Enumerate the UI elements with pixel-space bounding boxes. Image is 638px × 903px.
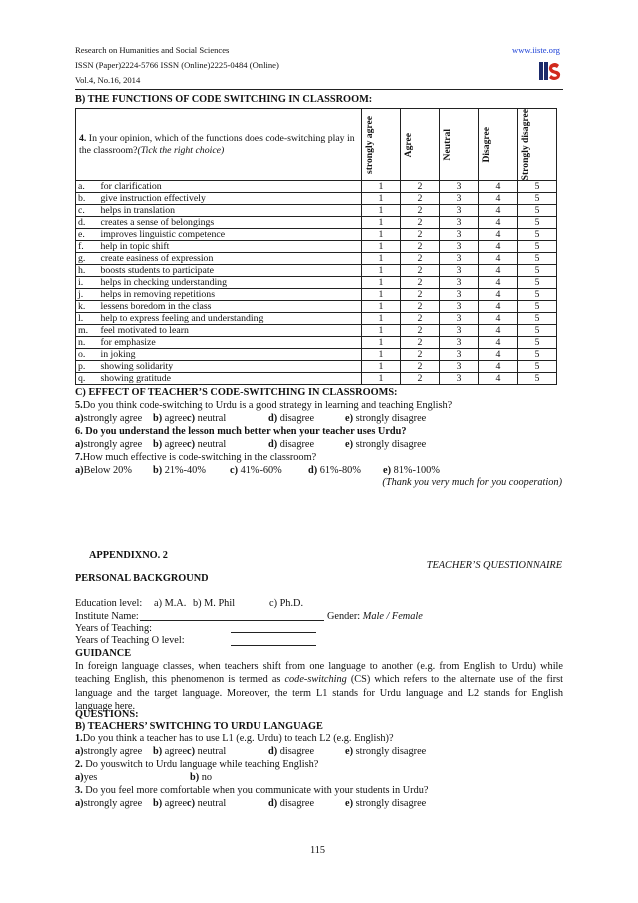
row-function-label: help to express feeling and understanding — [98, 313, 361, 325]
tq1-option-a[interactable]: a)strongly agree — [75, 746, 143, 757]
volume-line: Vol.4, No.16, 2014 — [75, 75, 141, 85]
questions-heading: QUESTIONS: — [75, 709, 139, 720]
section-b-title: B) THE FUNCTIONS OF CODE SWITCHING IN CLASSROOM: — [75, 94, 373, 105]
rating-option-cell[interactable]: 5 — [518, 289, 557, 301]
q7-option-c[interactable]: c) 41%-60% — [230, 465, 282, 476]
rating-option-cell[interactable]: 4 — [479, 301, 518, 313]
tq1-option-d[interactable]: d) disagree — [268, 746, 315, 757]
years-teaching-field[interactable] — [231, 623, 316, 633]
iiste-logo — [537, 59, 563, 88]
row-function-label: creates a sense of belongings — [98, 217, 361, 229]
rating-option-cell[interactable]: 5 — [518, 325, 557, 337]
rating-option-cell[interactable]: 2 — [401, 193, 440, 205]
gender-field: Gender: Male / Female — [327, 611, 423, 622]
rating-option-cell[interactable]: 4 — [479, 373, 518, 385]
table-row — [76, 229, 557, 241]
rating-option-cell[interactable]: 4 — [479, 325, 518, 337]
rating-option-cell[interactable]: 2 — [401, 349, 440, 361]
rating-option-cell[interactable]: 1 — [362, 349, 401, 361]
row-index: b. — [76, 193, 99, 205]
years-teaching-o-level-field[interactable] — [231, 636, 316, 646]
rating-option-cell[interactable]: 2 — [401, 289, 440, 301]
table-row — [76, 205, 557, 217]
table-row — [76, 373, 557, 385]
rating-option-cell[interactable]: 2 — [401, 181, 440, 193]
rating-option-cell[interactable]: 1 — [362, 181, 401, 193]
rating-option-cell[interactable]: 4 — [479, 349, 518, 361]
row-index: q. — [76, 373, 99, 385]
row-function-label: showing solidarity — [98, 361, 361, 373]
row-index: o. — [76, 349, 99, 361]
table-row — [76, 193, 557, 205]
teacher-question-2: 2. Do youswitch to Urdu language while teaching English? — [75, 759, 319, 770]
institute-name-label: Institute Name: — [75, 611, 139, 622]
rating-option-cell[interactable]: 3 — [440, 217, 479, 229]
rating-option-cell[interactable]: 3 — [440, 181, 479, 193]
row-function-label: create easiness of expression — [98, 253, 361, 265]
row-index: p. — [76, 361, 99, 373]
rating-option-cell[interactable]: 2 — [401, 205, 440, 217]
row-index: c. — [76, 205, 99, 217]
section-b2-title: B) TEACHERS’ SWITCHING TO URDU LANGUAGE — [75, 721, 323, 732]
table-row — [76, 253, 557, 265]
tq3-option-e[interactable]: e) strongly disagree — [345, 798, 427, 809]
row-function-label: boosts students to participate — [98, 265, 361, 277]
rating-option-cell[interactable]: 3 — [440, 313, 479, 325]
header-rule — [75, 89, 563, 90]
rating-option-cell[interactable]: 2 — [401, 277, 440, 289]
rating-option-cell[interactable]: 2 — [401, 373, 440, 385]
tq3-option-d[interactable]: d) disagree — [268, 798, 315, 809]
tq3-option-b[interactable]: b) agreec) neutral — [153, 798, 227, 809]
q5-option-a[interactable]: a)strongly agree — [75, 413, 143, 424]
row-index: m. — [76, 325, 99, 337]
table-row — [76, 217, 557, 229]
institute-name-field[interactable] — [140, 611, 324, 621]
row-index: e. — [76, 229, 99, 241]
rating-option-cell[interactable]: 5 — [518, 313, 557, 325]
rating-option-cell[interactable]: 4 — [479, 229, 518, 241]
table-row — [76, 289, 557, 301]
guidance-paragraph: In foreign language classes, when teachers shift from one language to another (e.g. from English to Urdu) while teaching English, this phenomenon is termed as code-switching (CS) which refers to the alternate use of the first language and the target language. Moreover, the term L1 stands for Urdu language and L2 stands for English language here. — [75, 661, 563, 713]
rating-option-cell[interactable]: 1 — [362, 313, 401, 325]
row-function-label: helps in removing repetitions — [98, 289, 361, 301]
rating-option-cell[interactable]: 4 — [479, 313, 518, 325]
rating-option-cell[interactable]: 3 — [440, 325, 479, 337]
tq3-option-a[interactable]: a)strongly agree — [75, 798, 143, 809]
row-index: k. — [76, 301, 99, 313]
rating-option-cell[interactable]: 4 — [479, 181, 518, 193]
q6-option-b[interactable]: b) agreec) neutral — [153, 439, 227, 450]
row-function-label: for emphasize — [98, 337, 361, 349]
rating-option-cell[interactable]: 4 — [479, 337, 518, 349]
row-index: d. — [76, 217, 99, 229]
row-function-label: improves linguistic competence — [98, 229, 361, 241]
tq2-option-yes[interactable]: a)yes — [75, 772, 98, 783]
rating-option-cell[interactable]: 5 — [518, 337, 557, 349]
rating-option-cell[interactable]: 4 — [479, 217, 518, 229]
rating-option-cell[interactable]: 5 — [518, 277, 557, 289]
question-4-cell — [76, 109, 362, 181]
row-index: f. — [76, 241, 99, 253]
rating-option-cell[interactable]: 5 — [518, 301, 557, 313]
rating-option-cell[interactable]: 5 — [518, 373, 557, 385]
education-level-label: Education level: — [75, 598, 143, 609]
question-4-number: 4. — [79, 132, 87, 144]
rating-option-cell[interactable]: 2 — [401, 361, 440, 373]
rating-option-cell[interactable]: 1 — [362, 253, 401, 265]
rating-option-cell[interactable]: 2 — [401, 301, 440, 313]
rating-option-cell[interactable]: 3 — [440, 193, 479, 205]
rating-option-cell[interactable]: 3 — [440, 289, 479, 301]
tq2-option-no[interactable]: b) no — [190, 772, 213, 783]
q7-option-b[interactable]: b) 21%-40% — [153, 465, 206, 476]
row-index: l. — [76, 313, 99, 325]
teacher-q2-options — [75, 772, 563, 784]
education-option-ma[interactable]: a) M.A. — [154, 598, 187, 609]
table-row — [76, 277, 557, 289]
rating-option-cell[interactable]: 3 — [440, 277, 479, 289]
rating-option-cell[interactable]: 1 — [362, 265, 401, 277]
table-row — [76, 349, 557, 361]
row-function-label: showing gratitude — [98, 373, 361, 385]
rating-option-cell[interactable]: 1 — [362, 337, 401, 349]
question-4-text: In your opinion, which of the functions does code-switching play in the classroom? — [79, 132, 355, 156]
row-index: h. — [76, 265, 99, 277]
rating-option-cell[interactable]: 3 — [440, 337, 479, 349]
rating-option-cell[interactable]: 5 — [518, 181, 557, 193]
appendix-title: APPENDIXNO. 2 — [89, 550, 168, 561]
col-header-strongly-disagree: Strongly disagree — [518, 109, 557, 181]
education-option-phd[interactable]: c) Ph.D. — [269, 598, 304, 609]
col-header-strongly-agree: strongly agree — [362, 109, 401, 181]
section-c-title: C) EFFECT OF TEACHER’S CODE-SWITCHING IN CLASSROOMS: — [75, 387, 398, 398]
row-function-label: helps in translation — [98, 205, 361, 217]
row-index: g. — [76, 253, 99, 265]
rating-option-cell[interactable]: 5 — [518, 265, 557, 277]
appendix-subtitle: TEACHER’S QUESTIONNAIRE — [426, 560, 562, 571]
rating-option-cell[interactable]: 1 — [362, 205, 401, 217]
gender-options[interactable]: Male / Female — [362, 611, 423, 622]
journal-name: Research on Humanities and Social Sciences — [75, 45, 230, 55]
q7-option-d[interactable]: d) 61%-80% — [308, 465, 361, 476]
question-5: 5.Do you think code-switching to Urdu is a good strategy in learning and teaching English? — [75, 400, 453, 411]
rating-option-cell[interactable]: 4 — [479, 253, 518, 265]
q5-option-b[interactable]: b) agreec) neutral — [153, 413, 227, 424]
rating-option-cell[interactable]: 4 — [479, 193, 518, 205]
row-function-label: in joking — [98, 349, 361, 361]
page-number: 115 — [310, 845, 326, 856]
rating-option-cell[interactable]: 1 — [362, 217, 401, 229]
thanks-note: (Thank you very much for you cooperation) — [382, 477, 562, 488]
table-row — [76, 181, 557, 193]
col-header-disagree: Disagree — [479, 109, 518, 181]
rating-option-cell[interactable]: 2 — [401, 313, 440, 325]
rating-option-cell[interactable]: 3 — [440, 229, 479, 241]
journal-url-link[interactable]: www.iiste.org — [512, 45, 560, 55]
rating-option-cell[interactable]: 4 — [479, 289, 518, 301]
rating-option-cell[interactable]: 1 — [362, 277, 401, 289]
teacher-q3-options — [75, 798, 563, 810]
rating-option-cell[interactable]: 2 — [401, 241, 440, 253]
q7-option-a[interactable]: a)Below 20% — [75, 465, 132, 476]
question-7: 7.How much effective is code-switching in the classroom? — [75, 452, 317, 463]
years-teaching-label: Years of Teaching: — [75, 623, 152, 634]
table-row — [76, 325, 557, 337]
rating-option-cell[interactable]: 3 — [440, 361, 479, 373]
question-4-hint: (Tick the right choice) — [137, 144, 225, 156]
rating-option-cell[interactable]: 2 — [401, 325, 440, 337]
rating-option-cell[interactable]: 1 — [362, 289, 401, 301]
q6-option-d[interactable]: d) disagree — [268, 439, 315, 450]
personal-background-heading: PERSONAL BACKGROUND — [75, 573, 209, 584]
q7-option-e[interactable]: e) 81%-100% — [383, 465, 440, 476]
rating-option-cell[interactable]: 5 — [518, 349, 557, 361]
question-7-options — [75, 465, 563, 477]
table-header-row — [76, 109, 557, 181]
rating-option-cell[interactable]: 5 — [518, 361, 557, 373]
rating-option-cell[interactable]: 1 — [362, 229, 401, 241]
table-row — [76, 241, 557, 253]
rating-option-cell[interactable]: 2 — [401, 337, 440, 349]
rating-option-cell[interactable]: 3 — [440, 349, 479, 361]
teacher-question-1: 1.Do you think a teacher has to use L1 (e.g. Urdu) to teach L2 (e.g. English)? — [75, 733, 394, 744]
rating-option-cell[interactable]: 4 — [479, 277, 518, 289]
rating-option-cell[interactable]: 3 — [440, 373, 479, 385]
rating-option-cell[interactable]: 2 — [401, 217, 440, 229]
row-function-label: help in topic shift — [98, 241, 361, 253]
rating-option-cell[interactable]: 2 — [401, 253, 440, 265]
rating-option-cell[interactable]: 1 — [362, 301, 401, 313]
table-row — [76, 337, 557, 349]
rating-option-cell[interactable]: 3 — [440, 205, 479, 217]
row-index: n. — [76, 337, 99, 349]
rating-option-cell[interactable]: 5 — [518, 217, 557, 229]
rating-option-cell[interactable]: 3 — [440, 253, 479, 265]
rating-option-cell[interactable]: 1 — [362, 361, 401, 373]
row-function-label: for clarification — [98, 181, 361, 193]
table-row — [76, 313, 557, 325]
rating-option-cell[interactable]: 4 — [479, 205, 518, 217]
rating-option-cell[interactable]: 5 — [518, 229, 557, 241]
col-header-agree: Agree — [401, 109, 440, 181]
q5-option-d[interactable]: d) disagree — [268, 413, 315, 424]
row-index: i. — [76, 277, 99, 289]
teacher-question-3: 3. Do you feel more comfortable when you communicate with your students in Urdu? — [75, 785, 429, 796]
rating-option-cell[interactable]: 1 — [362, 241, 401, 253]
row-function-label: helps in checking understanding — [98, 277, 361, 289]
row-function-label: lessens boredom in the class — [98, 301, 361, 313]
question-5-options — [75, 413, 563, 425]
teacher-q1-options — [75, 746, 563, 758]
rating-option-cell[interactable]: 1 — [362, 373, 401, 385]
col-header-neutral: Neutral — [440, 109, 479, 181]
question-6-options — [75, 439, 563, 451]
issn-line: ISSN (Paper)2224-5766 ISSN (Online)2225-0484 (Online) — [75, 60, 279, 70]
row-function-label: give instruction effectively — [98, 193, 361, 205]
table-row — [76, 301, 557, 313]
years-teaching-o-level-label: Years of Teaching O level: — [75, 635, 185, 646]
rating-option-cell[interactable]: 1 — [362, 193, 401, 205]
q5-option-e[interactable]: e) strongly disagree — [345, 413, 427, 424]
rating-option-cell[interactable]: 3 — [440, 241, 479, 253]
tq1-option-e[interactable]: e) strongly disagree — [345, 746, 427, 757]
row-function-label: feel motivated to learn — [98, 325, 361, 337]
rating-option-cell[interactable]: 5 — [518, 193, 557, 205]
functions-table — [75, 108, 557, 385]
rating-option-cell[interactable]: 4 — [479, 361, 518, 373]
rating-option-cell[interactable]: 5 — [518, 241, 557, 253]
rating-option-cell[interactable]: 1 — [362, 325, 401, 337]
tq1-option-b[interactable]: b) agreec) neutral — [153, 746, 227, 757]
table-row — [76, 361, 557, 373]
rating-option-cell[interactable]: 3 — [440, 265, 479, 277]
rating-option-cell[interactable]: 4 — [479, 241, 518, 253]
rating-option-cell[interactable]: 2 — [401, 229, 440, 241]
rating-option-cell[interactable]: 5 — [518, 253, 557, 265]
rating-option-cell[interactable]: 5 — [518, 205, 557, 217]
q6-option-e[interactable]: e) strongly disagree — [345, 439, 427, 450]
rating-option-cell[interactable]: 4 — [479, 265, 518, 277]
row-index: a. — [76, 181, 99, 193]
table-row — [76, 265, 557, 277]
guidance-heading: GUIDANCE — [75, 648, 132, 659]
education-option-mphil[interactable]: b) M. Phil — [193, 598, 236, 609]
question-6: 6. Do you understand the lesson much better when your teacher uses Urdu? — [75, 426, 407, 437]
rating-option-cell[interactable]: 2 — [401, 265, 440, 277]
q6-option-a[interactable]: a)strongly agree — [75, 439, 143, 450]
row-index: j. — [76, 289, 99, 301]
rating-option-cell[interactable]: 3 — [440, 301, 479, 313]
